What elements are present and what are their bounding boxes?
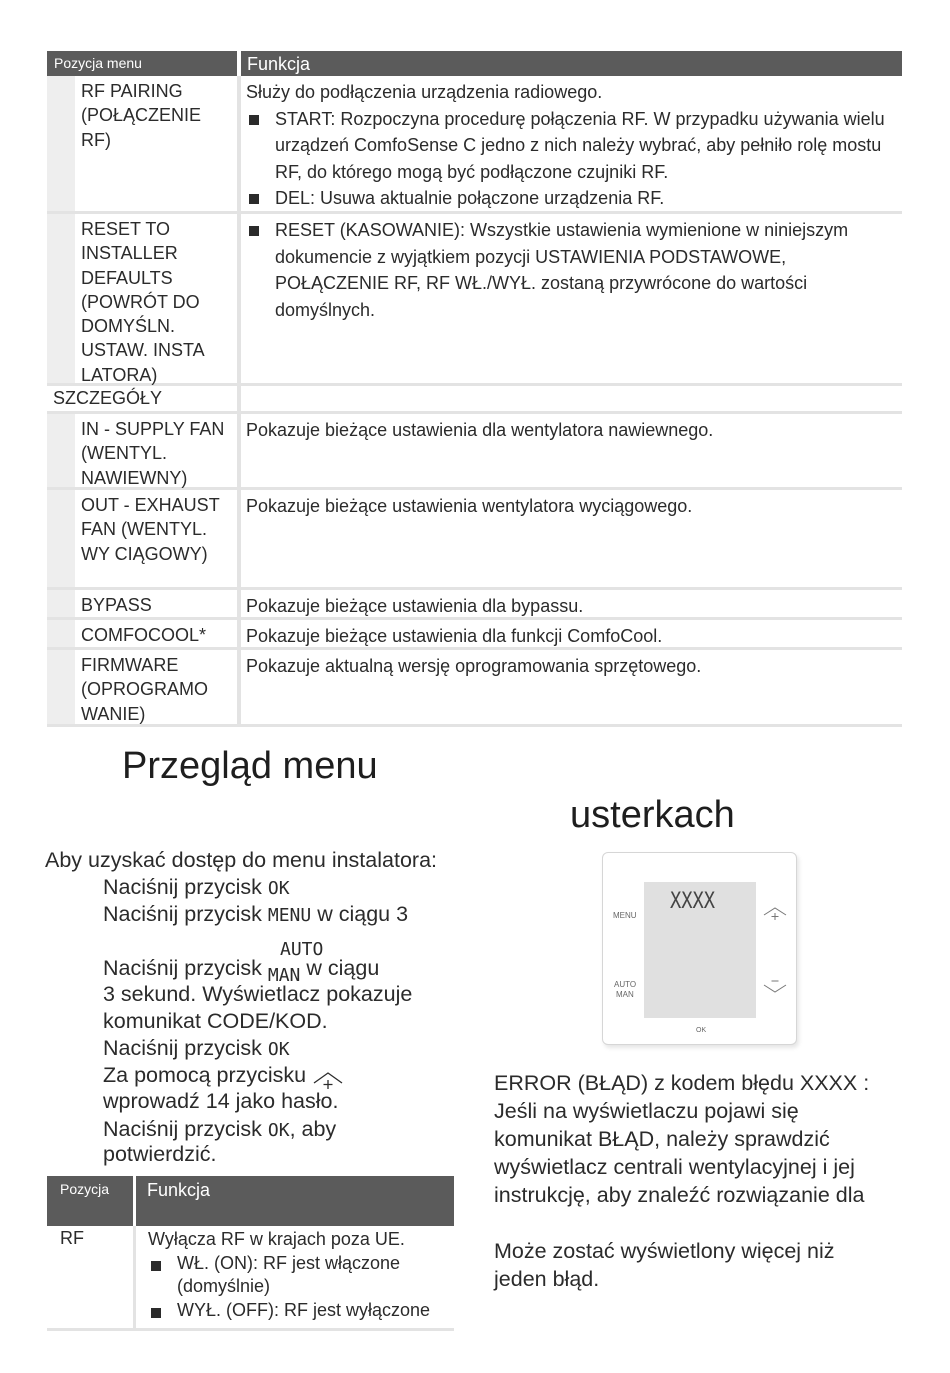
comfosense-device-illustration xyxy=(602,852,797,1045)
auto-button-label: AUTO xyxy=(614,980,637,989)
section-row xyxy=(47,386,902,414)
table-row xyxy=(47,620,902,650)
menu-key-icon: MENU xyxy=(267,905,312,926)
step-press-ok: Naciśnij przycisk OK xyxy=(103,875,290,899)
header-label: Funkcja xyxy=(247,54,311,74)
menu-button-label: MENU xyxy=(613,911,637,920)
step-confirm: Naciśnij przycisk OK, aby xyxy=(103,1117,337,1141)
up-plus-icon xyxy=(763,905,787,921)
step-arrow: Za pomocą przycisku xyxy=(103,1062,344,1090)
auto-key-icon: AUTO xyxy=(280,939,324,960)
step-arrow-continued: wprowadź 14 jako hasło. xyxy=(103,1089,339,1113)
header-label: Pozycja menu xyxy=(54,55,142,71)
down-minus-icon xyxy=(763,979,787,995)
table-row xyxy=(47,590,902,620)
man-key-icon: MAN xyxy=(267,965,301,986)
menu-item: RF xyxy=(60,1228,84,1248)
display-error-code: XXXX xyxy=(670,889,716,914)
faults-heading: usterkach xyxy=(570,794,735,836)
menu-item: COMFOCOOL* xyxy=(81,625,207,645)
rf-settings-table xyxy=(47,1176,454,1331)
ok-key-icon: OK xyxy=(267,1120,290,1141)
step-confirm-continued: potwierdzić. xyxy=(103,1142,217,1166)
table-header-function xyxy=(241,51,902,76)
step-press-menu: Naciśnij przycisk MENU w ciągu 3 xyxy=(103,902,409,926)
instructions-intro: Aby uzyskać dostęp do menu instalatora: xyxy=(45,848,437,872)
menu-description: Pokazuje aktualną wersję oprogramowania sprzętowego. xyxy=(246,656,702,676)
step-auto-continued: 3 sekund. Wyświetlacz pokazuje komunikat CODE/KOD. xyxy=(103,982,413,1033)
table-row xyxy=(47,490,902,590)
menu-item: RESET TO INSTALLER DEFAULTS (POWRÓT DO DOMYŚLN. USTAW. INSTA LATORA) xyxy=(81,219,204,385)
menu-description: Pokazuje bieżące ustawienia dla wentylatora nawiewnego. xyxy=(246,420,714,440)
menu-description: Wyłącza RF w krajach poza UE. WŁ. (ON): RF jest włączone (domyślnie) WYŁ. (OFF): RF jest wyłączone xyxy=(148,1228,448,1322)
menu-item: BYPASS xyxy=(81,595,152,615)
error-description: ERROR (BŁĄD) z kodem błędu XXXX : Jeśli na wyświetlaczu pojawi się komunikat BŁĄD, należy sprawdzić wyświetlacz centrali wentylacyjnej i jej instrukcję, aby znaleźć rozwiązanie dla xyxy=(494,1071,870,1207)
table-header-function: Funkcja xyxy=(136,1176,454,1226)
bullet-item: WŁ. (ON): RF jest włączone (domyślnie) xyxy=(148,1252,448,1299)
menu-item: RF PAIRING (POŁĄCZENIE RF) xyxy=(81,81,202,150)
bullet-item: RESET (KASOWANIE): Wszystkie ustawienia wymienione w niniejszym dokumencie z wyjątkiem pozycji USTAWIENIA PODSTAWOWE, POŁĄCZENIE RF, RF WŁ./WYŁ. zostaną przywrócone do wartości domyślnych. xyxy=(246,217,896,323)
bullet-item: WYŁ. (OFF): RF jest wyłączone xyxy=(148,1299,448,1323)
menu-item: IN - SUPPLY FAN (WENTYL. NAWIEWNY) xyxy=(81,419,225,488)
step-press-auto: Naciśnij przycisk $_{MAN}$ w ciągu xyxy=(103,956,380,986)
menu-description: Pokazuje bieżące ustawienia dla bypassu. xyxy=(246,596,584,616)
ok-button-label: OK xyxy=(696,1027,707,1034)
up-arrow-plus-icon xyxy=(312,1068,344,1090)
table-header-position: Pozycja xyxy=(47,1176,133,1226)
ok-key-icon: OK xyxy=(267,1039,290,1060)
bullet-item: START: Rozpoczyna procedurę połączenia RF. W przypadku używania wielu urządzeń ComfoSense C jedno z nich należy wybrać, aby pełniło rolę mostu RF, do którego mogą być podłączone czujniki RF. xyxy=(246,106,896,186)
menu-item: FIRMWARE (OPROGRAMO WANIE) xyxy=(81,655,209,724)
table-header-position xyxy=(47,51,237,76)
bullet-item: DEL: Usuwa aktualnie połączone urządzenia RF. xyxy=(246,185,896,212)
menu-description: Pokazuje bieżące ustawienia wentylatora wyciągowego. xyxy=(246,496,693,516)
man-button-label: MAN xyxy=(616,990,634,999)
menu-item: OUT - EXHAUST FAN (WENTYL. WY CIĄGOWY) xyxy=(81,495,220,564)
table-row xyxy=(47,650,902,727)
menu-overview-heading: Przegląd menu xyxy=(122,745,378,787)
multiple-errors-note: Może zostać wyświetlony więcej niż jeden błąd. xyxy=(494,1239,835,1291)
section-title: SZCZEGÓŁY xyxy=(53,388,163,408)
table-row xyxy=(47,76,902,214)
table-row xyxy=(47,414,902,490)
table-row xyxy=(47,214,902,386)
menu-description: Służy do podłączenia urządzenia radiowego. START: Rozpoczyna procedurę połączenia RF. W przypadku używania wielu urządzeń ComfoSense C jedno z nich należy wybrać, aby pełniło rolę mostu RF, do którego mogą być podłączone czujniki RF. DEL: Usuwa aktualnie połączone urządzenia RF. xyxy=(246,79,896,212)
menu-description xyxy=(246,217,896,323)
ok-key-icon: OK xyxy=(267,878,290,899)
menu-description: Pokazuje bieżące ustawienia dla funkcji ComfoCool. xyxy=(246,626,663,646)
step-press-ok-2: Naciśnij przycisk OK xyxy=(103,1036,290,1060)
device-display xyxy=(644,882,756,1018)
table-row xyxy=(47,1226,454,1331)
